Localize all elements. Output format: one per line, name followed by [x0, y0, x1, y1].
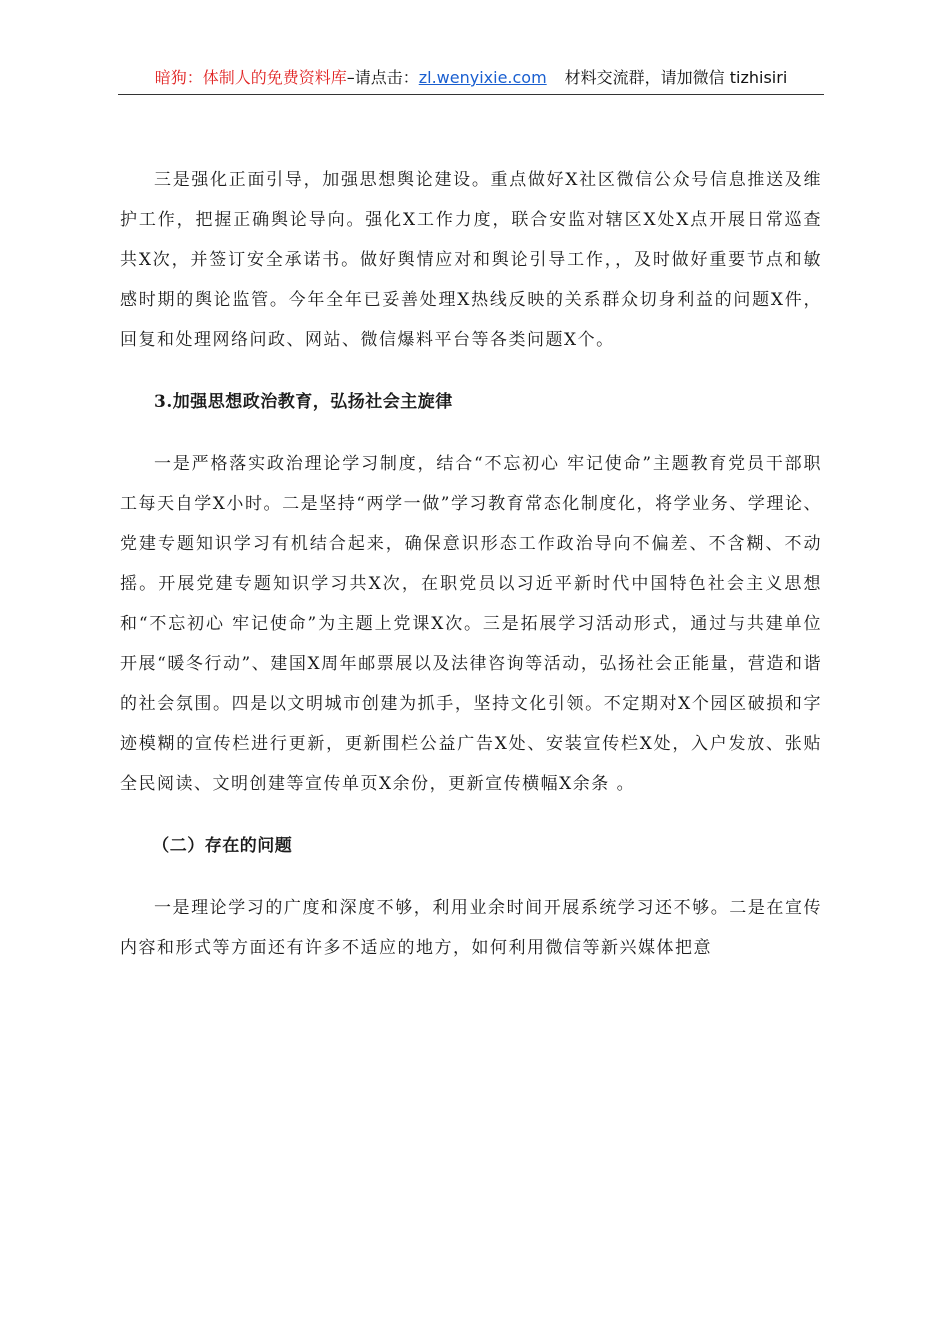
paragraph-problems: 一是理论学习的广度和深度不够，利用业余时间开展系统学习还不够。二是在宣传内容和形式等方面还有许多不适应的地方，如何利用微信等新兴媒体把意 — [120, 898, 822, 958]
site-name: 暗狗：体制人的免费资料库 — [154, 68, 347, 87]
click-prompt: –请点击： — [346, 68, 419, 87]
wechat-group-text: 材料交流群，请加微信 tizhisiri — [564, 68, 788, 87]
paragraph-education: 一是严格落实政治理论学习制度，结合“不忘初心 牢记使命”主题教育党员干部职工每天自学X小时。二是坚持“两学一做”学习教育常态化制度化，将学业务、学理论、党建专题知识学习有机结合起来，确保意识形态工作政治导向不偏差、不含糊、不动摇。开展党建专题知识学习共X次，在职党员以习近平新时代中国特色社会主义思想和“不忘初心 牢记使命”为主题上党课X次。三是拓展学习活动形式，通过与共建单位开展“暖冬行动”、建国X周年邮票展以及法律咨询等活动，弘扬社会正能量，营造和谐的社会氛围。四是以文明城市创建为抓手，坚持文化引领。不定期对X个园区破损和字迹模糊的宣传栏进行更新，更新围栏公益广告X处、安装宣传栏X处，入户发放、张贴全民阅读、文明创建等宣传单页X余份，更新宣传横幅X余条 。 — [120, 454, 822, 794]
spacer — [120, 360, 822, 372]
spacer — [120, 876, 822, 888]
section-heading-problems: （二）存在的问题 — [152, 836, 293, 856]
document-body — [120, 160, 822, 968]
spacer — [120, 804, 822, 816]
section-heading-3: 3.加强思想政治教育，弘扬社会主旋律 — [154, 392, 453, 412]
paragraph-guidance: 三是强化正面引导，加强思想舆论建设。重点做好X社区微信公众号信息推送及维护工作，把握正确舆论导向。强化X工作力度，联合安监对辖区X处X点开展日常巡查共X次，并签订安全承诺书。做好舆情应对和舆论引导工作，，及时做好重要节点和敏感时期的舆论监管。今年全年已妥善处理X热线反映的关系群众切身利益的问题X件，回复和处理网络问政、网站、微信爆料平台等各类问题X个。 — [120, 170, 822, 350]
page-header — [118, 66, 824, 95]
spacer — [120, 432, 822, 444]
site-link[interactable]: zl.wenyixie.com — [418, 68, 547, 87]
